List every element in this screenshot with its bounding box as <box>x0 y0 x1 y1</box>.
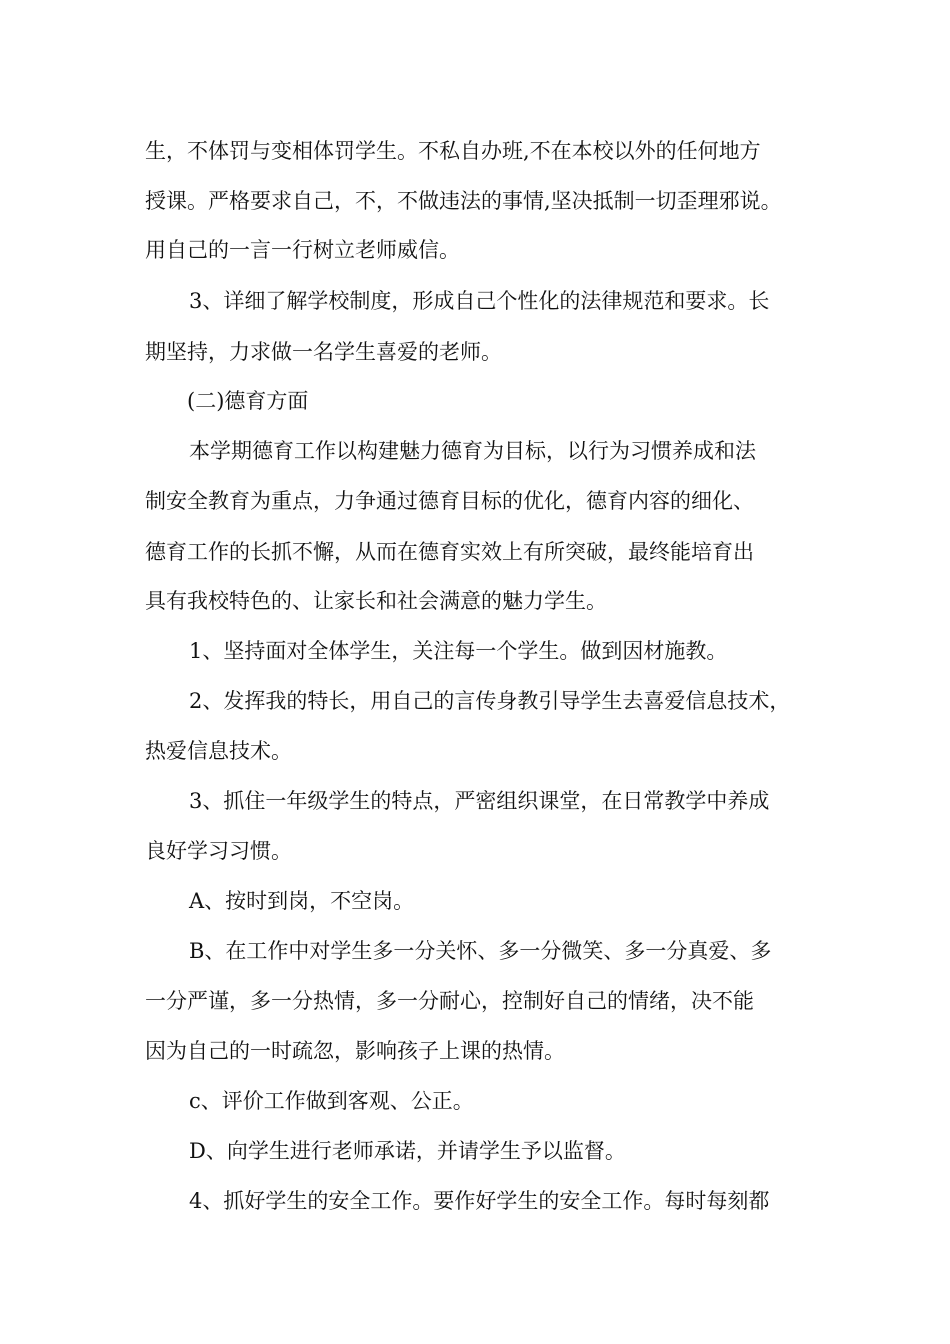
text-line: 一分严谨，多一分热情，多一分耐心，控制好自己的情绪，决不能 <box>145 989 754 1013</box>
text-line: 制安全教育为重点，力争通过德育目标的优化，德育内容的细化、 <box>145 489 754 513</box>
text-line: 因为自己的一时疏忽，影响孩子上课的热情。 <box>145 1039 565 1063</box>
text-line: 2、发挥我的特长，用自己的言传身教引导学生去喜爱信息技术， <box>189 689 791 713</box>
text-line: 4、抓好学生的安全工作。要作好学生的安全工作。每时每刻都 <box>189 1189 770 1213</box>
text-line: 3、详细了解学校制度，形成自己个性化的法律规范和要求。长 <box>189 289 770 313</box>
text-line: 具有我校特色的、让家长和社会满意的魅力学生。 <box>145 589 607 613</box>
text-line: D、向学生进行老师承诺，并请学生予以监督。 <box>189 1139 626 1163</box>
text-line: A、按时到岗，不空岗。 <box>189 889 415 913</box>
text-line: 授课。严格要求自己，不，不做违法的事情,坚决抵制一切歪理邪说。 <box>145 189 782 213</box>
text-line: 生，不体罚与变相体罚学生。不私自办班,不在本校以外的任何地方 <box>145 139 761 163</box>
text-line: c、评价工作做到客观、公正。 <box>189 1089 474 1113</box>
text-line: 德育工作的长抓不懈，从而在德育实效上有所突破，最终能培育出 <box>145 540 754 564</box>
section-heading: (二)德育方面 <box>187 389 309 413</box>
text-line: 1、坚持面对全体学生，关注每一个学生。做到因材施教。 <box>189 639 728 663</box>
text-line: 期坚持，力求做一名学生喜爱的老师。 <box>145 340 502 364</box>
text-line: 良好学习习惯。 <box>145 839 292 863</box>
text-line: 热爱信息技术。 <box>145 739 292 763</box>
text-line: 用自己的一言一行树立老师威信。 <box>145 238 460 262</box>
text-line: 本学期德育工作以构建魅力德育为目标，以行为习惯养成和法 <box>189 439 756 463</box>
text-line: 3、抓住一年级学生的特点，严密组织课堂，在日常教学中养成 <box>189 789 770 813</box>
text-line: B、在工作中对学生多一分关怀、多一分微笑、多一分真爱、多 <box>189 939 772 963</box>
